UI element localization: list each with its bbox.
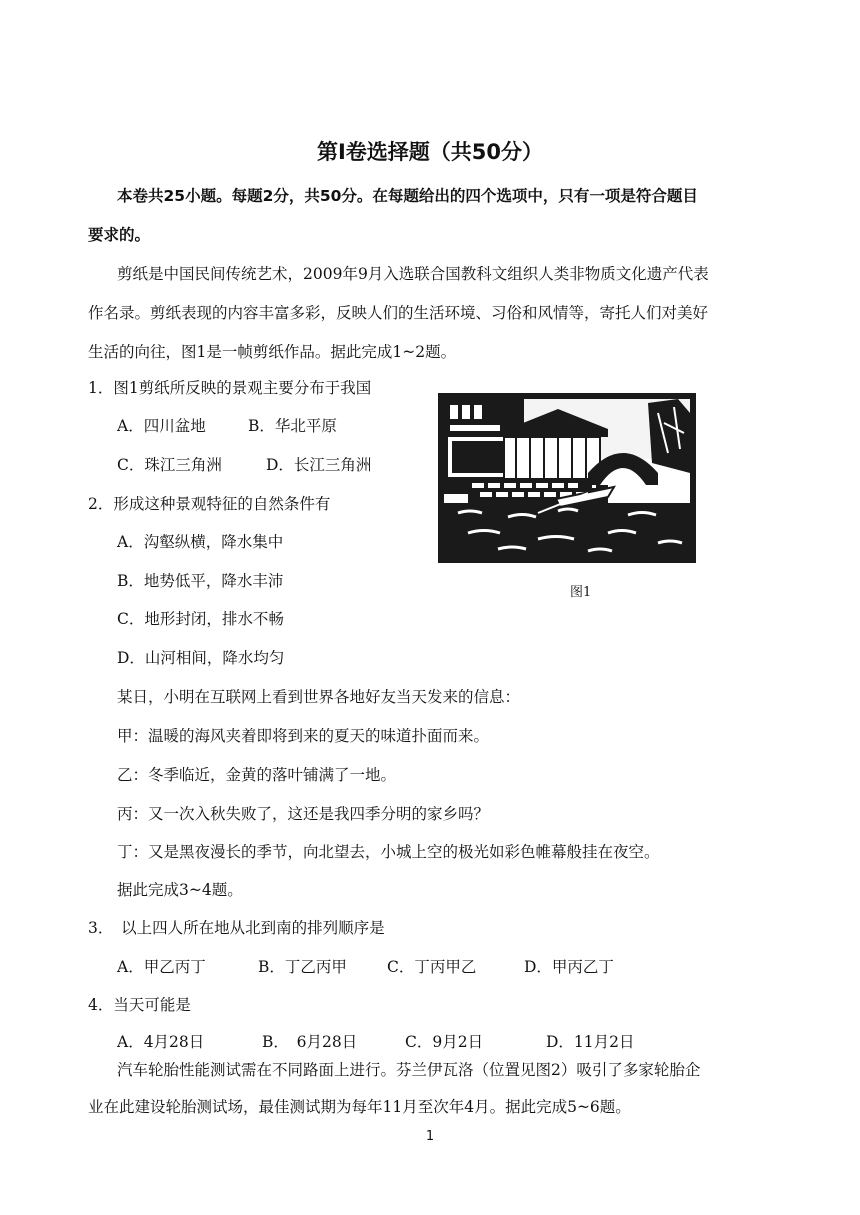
question-2-option: C．地形封闭，排水不畅 [117, 610, 284, 628]
question-2-option: D．山河相间，降水均匀 [117, 649, 285, 667]
intro-paragraph-line: 剪纸是中国民间传统艺术，2009年9月入选联合国教科文组织人类非物质文化遗产代表 [117, 265, 709, 283]
question-3-stem: 3． 以上四人所在地从北到南的排列顺序是 [88, 919, 385, 937]
message-line: 丁：又是黑夜漫长的季节，向北望去，小城上空的极光如彩色帷幕般挂在夜空。 [117, 843, 660, 861]
question-3-option: A．甲乙丙丁 [117, 958, 206, 976]
question-1-option: A．四川盆地 [117, 417, 206, 435]
question-4-stem: 4．当天可能是 [88, 996, 191, 1014]
intro-paragraph-line: 生活的向往，图1是一帧剪纸作品。据此完成1~2题。 [88, 343, 457, 361]
intro-3-line: 汽车轮胎性能测试需在不同路面上进行。芬兰伊瓦洛（位置见图2）吸引了多家轮胎企 [117, 1061, 701, 1079]
question-2-stem: 2．形成这种景观特征的自然条件有 [88, 495, 331, 513]
question-4-option: C．9月2日 [405, 1033, 484, 1051]
page-number: 1 [425, 1129, 435, 1144]
message-line: 丙：又一次入秋失败了，这还是我四季分明的家乡吗？ [117, 805, 490, 823]
question-4-option: D．11月2日 [546, 1033, 635, 1051]
question-3-option: C．丁丙甲乙 [387, 958, 477, 976]
intro-paragraph-line: 作名录。剪纸表现的内容丰富多彩，反映人们的生活环境、习俗和风情等，寄托人们对美好 [88, 304, 709, 322]
message-line: 乙：冬季临近，金黄的落叶铺满了一地。 [117, 766, 397, 784]
question-2-option: B．地势低平，降水丰沛 [117, 572, 284, 590]
question-3-option: B．丁乙丙甲 [258, 958, 347, 976]
instructions-line: 本卷共25小题。每题2分，共50分。在每题给出的四个选项中，只有一项是符合题目 [117, 187, 698, 205]
question-2-option: A．沟壑纵横，降水集中 [117, 533, 284, 551]
instructions-line: 要求的。 [88, 226, 151, 244]
figure-caption: 图1 [570, 585, 592, 600]
question-1-option: C．珠江三角洲 [117, 456, 222, 474]
paper-cut-figure [438, 393, 696, 563]
question-1-stem: 1．图1剪纸所反映的景观主要分布于我国 [88, 379, 372, 397]
intro-3-line: 业在此建设轮胎测试场，最佳测试期为每年11月至次年4月。据此完成5~6题。 [88, 1098, 631, 1116]
message-line: 甲：温暖的海风夹着即将到来的夏天的味道扑面而来。 [117, 727, 490, 745]
question-3-option: D．甲丙乙丁 [524, 958, 614, 976]
page-title: 第Ⅰ卷选择题（共50分） [316, 140, 544, 164]
question-1-option: B．华北平原 [248, 417, 337, 435]
intro-2-lead: 某日，小明在互联网上看到世界各地好友当天发来的信息： [117, 688, 521, 706]
question-4-option: A．4月28日 [117, 1033, 205, 1051]
question-1-option: D．长江三角洲 [266, 456, 372, 474]
intro-2-tail: 据此完成3~4题。 [117, 881, 243, 899]
question-4-option: B． 6月28日 [262, 1033, 358, 1051]
